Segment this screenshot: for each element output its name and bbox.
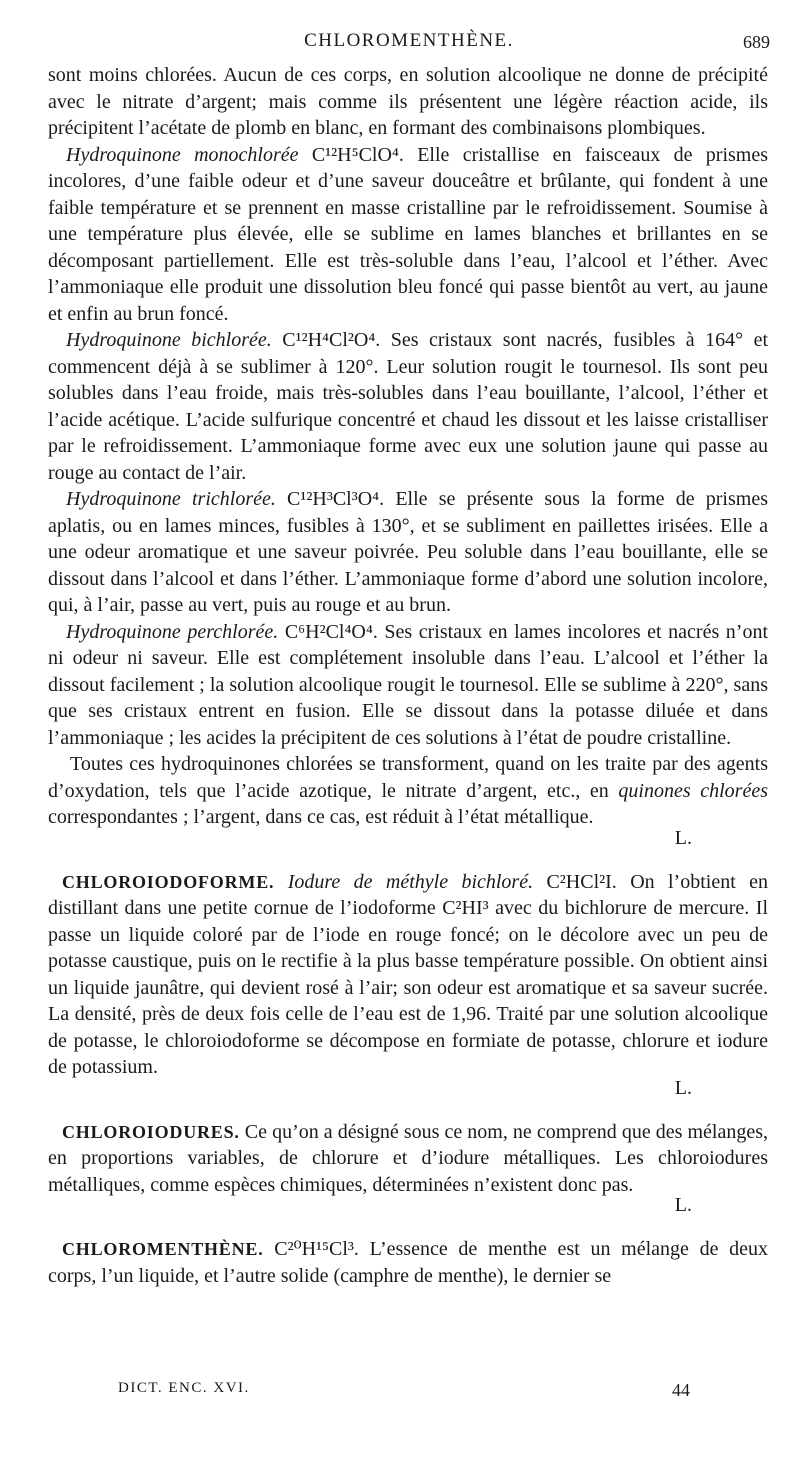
running-head bbox=[48, 30, 770, 56]
article-text: Ce qu’on a désigné sous ce nom, ne comprend que des mélanges, en proportions variables, de chlorure et d’iodure métalliques. Les chloroiodures métalliques, comme espèces chimiques, déterminées n’existent donc pas. bbox=[48, 1120, 769, 1196]
chemical-formula: C²⁰H¹⁵Cl³. bbox=[274, 1238, 359, 1260]
running-title: CHLOROMENTHÈNE. bbox=[304, 30, 514, 51]
paragraph-text: Elle cristallise en faisceaux de prismes incolores, d’une faible odeur et d’une saveur douceâtre et brûlante, qui fondent à une faible température et se prennent en masse cristalline par le refroidissement. Soumise à une température plus élevée, elle se sublime en lames blanches et brillantes en se décomposant partiellement. Elle est très-soluble dans l’eau, l’alcool et l’éther. Avec l’ammoniaque elle produit une dissolution bleu foncé qui passe bientôt au vert, au jaune et enfin au brun foncé. bbox=[48, 143, 769, 325]
sheet-number: 44 bbox=[672, 1380, 690, 1400]
signature-mark: DICT. ENC. XVI. bbox=[118, 1380, 250, 1396]
body-text bbox=[48, 62, 768, 1289]
article-text: L’essence de menthe est un mélange de deux corps, l’un liquide, et l’autre solide (camphre de menthe), le dernier se bbox=[48, 1238, 769, 1287]
author-signature: L. bbox=[674, 826, 692, 849]
author-signature: L. bbox=[674, 1194, 692, 1216]
article-headword: CHLOROMENTHÈNE. bbox=[62, 1239, 264, 1259]
paragraph-text: Toutes ces hydroquinones chlorées se transforment, quand on les traite par des agents d’oxydation, tels que l’acide azotique, le nitrate d’argent, etc., en bbox=[48, 753, 768, 802]
paragraph-text: Elle se présente sous la forme de prismes aplatis, ou en lames minces, fusibles à 130°, et se subliment en paillettes irisées. Elle a une odeur aromatique et une saveur poivrée. Peu soluble dans l’eau bouillante, elle se dissout dans l’alcool et dans l’éther. L’ammoniaque forme d’abord une solution incolore, qui, à l’air, passe au vert, puis au rouge et au brun. bbox=[48, 488, 768, 616]
article-text: On l’obtient en distillant dans une petite cornue de l’iodoforme C²HI³ avec du bichlorure de mercure. Il passe un liquide coloré par de l’iode en rouge foncé; on le décolore avec un peu de potasse caustique, puis on le rectifie à la plus basse température possible. On obtient ainsi un liquide jaunâtre, qui devient rosé à l’air; son odeur est aromatique et sa saveur sucrée. La densité, près de deux fois celle de l’eau est de 1,96. Traité par une solution alcoolique de potasse, le chloroiodoforme se décompose en formiate de potasse, chlorure et iodure de potassium. bbox=[48, 870, 769, 1078]
article-chloroiodures bbox=[48, 1119, 768, 1217]
compound-title: Hydroquinone trichlorée. bbox=[66, 488, 276, 510]
article-subtitle: Iodure de méthyle bichloré. bbox=[287, 870, 534, 893]
article-chloromenthene bbox=[48, 1236, 768, 1289]
paragraph-hydroquinone-bichloree bbox=[48, 327, 768, 486]
compound-title: Hydroquinone perchlorée. bbox=[66, 620, 279, 643]
chemical-formula: C¹²H⁵ClO⁴. bbox=[311, 143, 404, 166]
paragraph-text: sont moins chlorées. Aucun de ces corps, en solution alcoolique ne donne de précipité avec le nitrate d’argent; mais comme ils présentent une légère réaction acide, ils précipitent l’acétate de plomb en blanc, en formant des combinaisons plombiques. bbox=[48, 64, 768, 139]
article-headword: CHLOROIODURES. bbox=[62, 1121, 240, 1142]
paragraph-hydroquinone-trichloree bbox=[48, 486, 768, 619]
chemical-formula: C⁶H²Cl⁴O⁴. bbox=[284, 620, 378, 643]
chemical-formula: C¹²H³Cl³O⁴. bbox=[287, 488, 385, 510]
paragraph-hydroquinone-perchloree bbox=[48, 619, 768, 752]
chemical-formula: C²HCl²I. bbox=[546, 870, 617, 893]
article-chloroiodoforme bbox=[48, 869, 768, 1099]
paragraph-text: Ses cristaux en lames incolores et nacrés n’ont ni odeur ni saveur. Elle est complétement insoluble dans l’eau. L’alcool et l’éther la dissout facilement ; la solution alcoolique rougit le tournesol. Elle se sublime à 220°, sans que ses cristaux entrent en fusion. Elle se dissout dans la potasse diluée et dans l’ammoniaque ; les acides la précipitent de ces solutions à l’état de poudre cristalline. bbox=[48, 620, 769, 749]
paragraph-text: Ses cristaux sont nacrés, fusibles à 164° et commencent déjà à se sublimer à 120°. Leur solution rougit le tournesol. Ils sont peu solubles dans l’eau froide, mais très-solubles dans l’eau bouillante, l’alcool, l’éther et l’acide acétique. L’acide sulfurique concentré et chaud les dissout et les laisse cristalliser par le refroidissement. L’ammoniaque forme avec eux une solution jaune qui passe au rouge au contact de l’air. bbox=[48, 329, 769, 484]
author-signature: L. bbox=[674, 1076, 692, 1099]
article-headword: CHLOROIODOFORME. bbox=[62, 871, 275, 892]
paragraph-hydroquinone-monochloree bbox=[48, 142, 768, 328]
paragraph-summary bbox=[48, 751, 768, 849]
page-footer bbox=[118, 1380, 690, 1406]
paragraph-text: correspondantes ; l’argent, dans ce cas, est réduit à l’état métallique. bbox=[48, 806, 594, 828]
page-number: 689 bbox=[743, 32, 770, 52]
compound-title: Hydroquinone monochlorée bbox=[66, 143, 299, 166]
paragraph-continuation bbox=[48, 62, 768, 142]
compound-title: Hydroquinone bichlorée. bbox=[66, 329, 272, 351]
emphasis-text: quinones chlorées bbox=[618, 779, 768, 802]
chemical-formula: C¹²H⁴Cl²O⁴. bbox=[282, 329, 381, 351]
